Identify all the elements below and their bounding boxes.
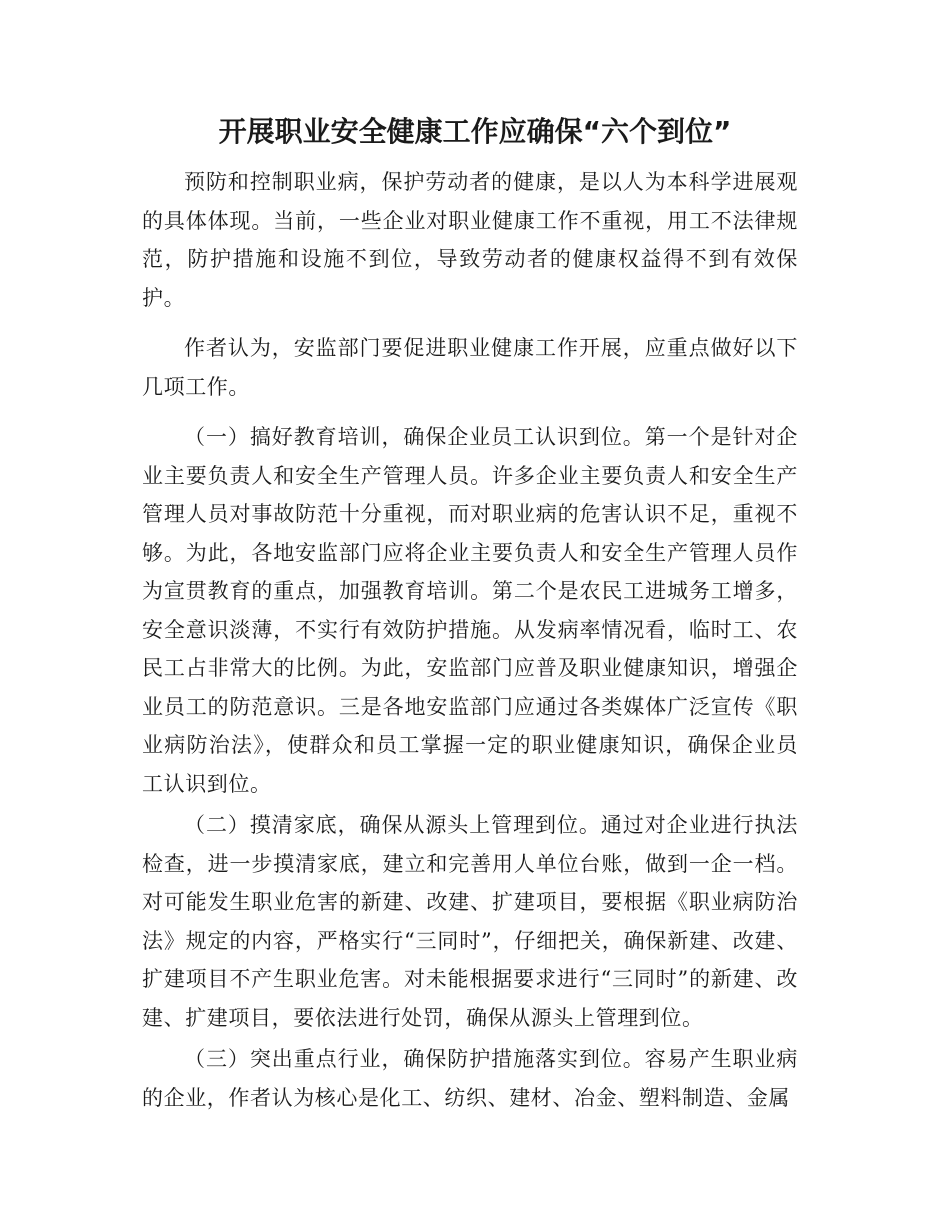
- document-title: 开展职业安全健康工作应确保“六个到位”: [218, 115, 732, 148]
- paragraph-text: 作者认为，安监部门要促进职业健康工作开展，应重点做好以下几项工作。: [142, 336, 798, 399]
- paragraph-author-view: [142, 329, 798, 406]
- paragraph-section-1: [142, 418, 798, 803]
- paragraph-text: （二）摸清家底，确保从源头上管理到位。通过对企业进行执法检查，进一步摸清家底，建立和完善用人单位台账，做到一企一档。对可能发生职业危害的新建、改建、扩建项目，要根据《职业病防治法》规定的内容，严格实行“三同时”，仔细把关，确保新建、改建、扩建项目不产生职业危害。对未能根据要求进行“三同时”的新建、改建、扩建项目，要依法进行处罚，确保从源头上管理到位。: [142, 813, 798, 1030]
- paragraph-section-3: [142, 1040, 798, 1117]
- paragraph-intro: [142, 163, 798, 317]
- paragraph-text: 预防和控制职业病，保护劳动者的健康，是以人为本科学进展观的具体体现。当前，一些企业对职业健康工作不重视，用工不法律规范，防护措施和设施不到位，导致劳动者的健康权益得不到有效保护。: [142, 170, 798, 310]
- paragraph-text: （一）搞好教育培训，确保企业员工认识到位。第一个是针对企业主要负责人和安全生产管理人员。许多企业主要负责人和安全生产管理人员对事故防范十分重视，而对职业病的危害认识不足，重视不够。为此，各地安监部门应将企业主要负责人和安全生产管理人员作为宣贯教育的重点，加强教育培训。第二个是农民工进城务工增多，安全意识淡薄，不实行有效防护措施。从发病率情况看，临时工、农民工占非常大的比例。为此，安监部门应普及职业健康知识，增强企业员工的防范意识。三是各地安监部门应通过各类媒体广泛宣传《职业病防治法》，使群众和员工掌握一定的职业健康知识，确保企业员工认识到位。: [142, 425, 798, 796]
- paragraph-section-2: [142, 806, 798, 1037]
- paragraph-text: （三）突出重点行业，确保防护措施落实到位。容易产生职业病的企业，作者认为核心是化工、纺织、建材、冶金、塑料制造、金属: [142, 1047, 798, 1110]
